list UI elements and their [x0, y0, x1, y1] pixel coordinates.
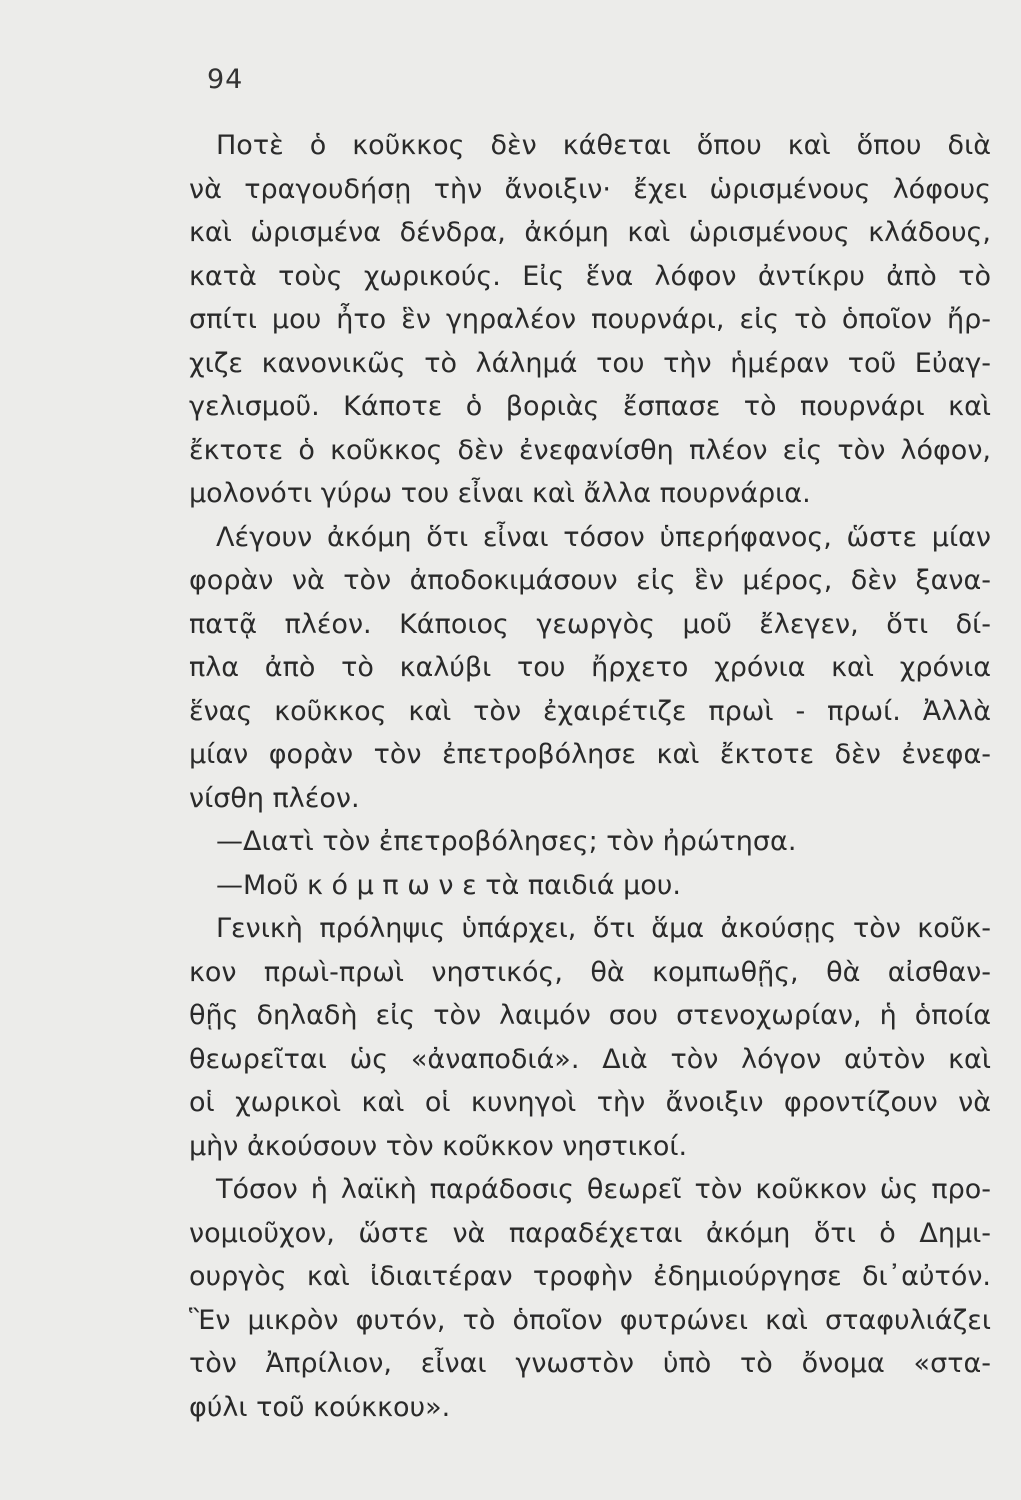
text-line: χιζε κανονικῶς τὸ λάλημά του τὴν ἡμέραν τοῦ Εὐαγ-: [189, 347, 991, 379]
text-line: —Διατὶ τὸν ἐπετροβόλησες; τὸν ἠρώτησα.: [216, 826, 797, 857]
body-text: [189, 124, 991, 1429]
text-line: Τόσον ἡ λαϊκὴ παράδοσις θεωρεῖ τὸν κοῦκκον ὡς προ-: [216, 1174, 991, 1205]
page-number: 94: [207, 64, 244, 95]
text-line: θῇς δηλαδὴ εἰς τὸν λαιμόν σου στενοχωρίαν, ἡ ὁποία: [189, 1000, 991, 1031]
text-line: καὶ ὡρισμένα δένδρα, ἀκόμη καὶ ὡρισμένους κλάδους,: [189, 217, 991, 248]
text-line: Λέγουν ἀκόμη ὅτι εἶναι τόσον ὑπερήφανος, ὥστε μίαν: [216, 521, 991, 553]
text-line: κον πρωὶ-πρωὶ νηστικός, θὰ κομπωθῇς, θὰ αἰσθαν-: [189, 956, 991, 988]
text-line: Γενικὴ πρόληψις ὑπάρχει, ὅτι ἅμα ἀκούσῃς τὸν κοῦκ-: [216, 913, 991, 944]
text-line: νίσθη πλέον.: [189, 782, 360, 814]
text-line: μολονότι γύρω του εἶναι καὶ ἄλλα πουρνάρια.: [189, 478, 811, 509]
text-line: Ποτὲ ὁ κοῦκκος δὲν κάθεται ὅπου καὶ ὅπου διὰ: [216, 130, 991, 161]
text-line: οἱ χωρικοὶ καὶ οἱ κυνηγοὶ τὴν ἄνοιξιν φροντίζουν νὰ: [189, 1087, 991, 1118]
text-line: νὰ τραγουδήσῃ τὴν ἄνοιξιν· ἔχει ὡρισμένους λόφους: [189, 173, 991, 205]
text-line: πλα ἀπὸ τὸ καλύβι του ἤρχετο χρόνια καὶ χρόνια: [189, 652, 991, 683]
text-line: —Μοῦ κ ό μ π ω ν ε τὰ παιδιά μου.: [216, 869, 682, 901]
text-line: πατᾷ πλέον. Κάποιος γεωργὸς μοῦ ἔλεγεν, ὅτι δί-: [189, 608, 991, 640]
text-line: Ἓν μικρὸν φυτόν, τὸ ὁποῖον φυτρώνει καὶ σταφυλιάζει: [189, 1304, 991, 1336]
text-line: θεωρεῖται ὡς «ἀναποδιά». Διὰ τὸν λόγον αὐτὸν καὶ: [189, 1043, 991, 1075]
text-line: μίαν φορὰν τὸν ἐπετροβόλησε καὶ ἔκτοτε δὲν ἐνεφα-: [189, 739, 991, 770]
text-line: ουργὸς καὶ ἰδιαιτέραν τροφὴν ἐδημιούργησε δι᾽αὐτόν.: [189, 1261, 991, 1292]
text-line: φορὰν νὰ τὸν ἀποδοκιμάσουν εἰς ἓν μέρος, δὲν ξανα-: [189, 565, 991, 596]
text-line: ἕνας κοῦκκος καὶ τὸν ἐχαιρέτιζε πρωὶ - πρωί. Ἀλλὰ: [189, 695, 991, 727]
text-line: τὸν Ἀπρίλιον, εἶναι γνωστὸν ὑπὸ τὸ ὄνομα «στα-: [189, 1348, 991, 1379]
text-line: φύλι τοῦ κούκκου».: [189, 1391, 451, 1423]
text-line: νομιοῦχον, ὥστε νὰ παραδέχεται ἀκόμη ὅτι ὁ Δημι-: [189, 1217, 991, 1249]
text-line: κατὰ τοὺς χωρικούς. Εἰς ἕνα λόφον ἀντίκρυ ἀπὸ τὸ: [189, 260, 991, 292]
text-line: μὴν ἀκούσουν τὸν κοῦκκον νηστικοί.: [189, 1130, 688, 1162]
text-line: σπίτι μου ἦτο ἓν γηραλέον πουρνάρι, εἰς τὸ ὁποῖον ἤρ-: [189, 304, 991, 335]
text-line: γελισμοῦ. Κάποτε ὁ βοριὰς ἔσπασε τὸ πουρνάρι καὶ: [189, 391, 991, 422]
text-line: ἔκτοτε ὁ κοῦκκος δὲν ἐνεφανίσθη πλέον εἰς τὸν λόφον,: [189, 434, 991, 466]
